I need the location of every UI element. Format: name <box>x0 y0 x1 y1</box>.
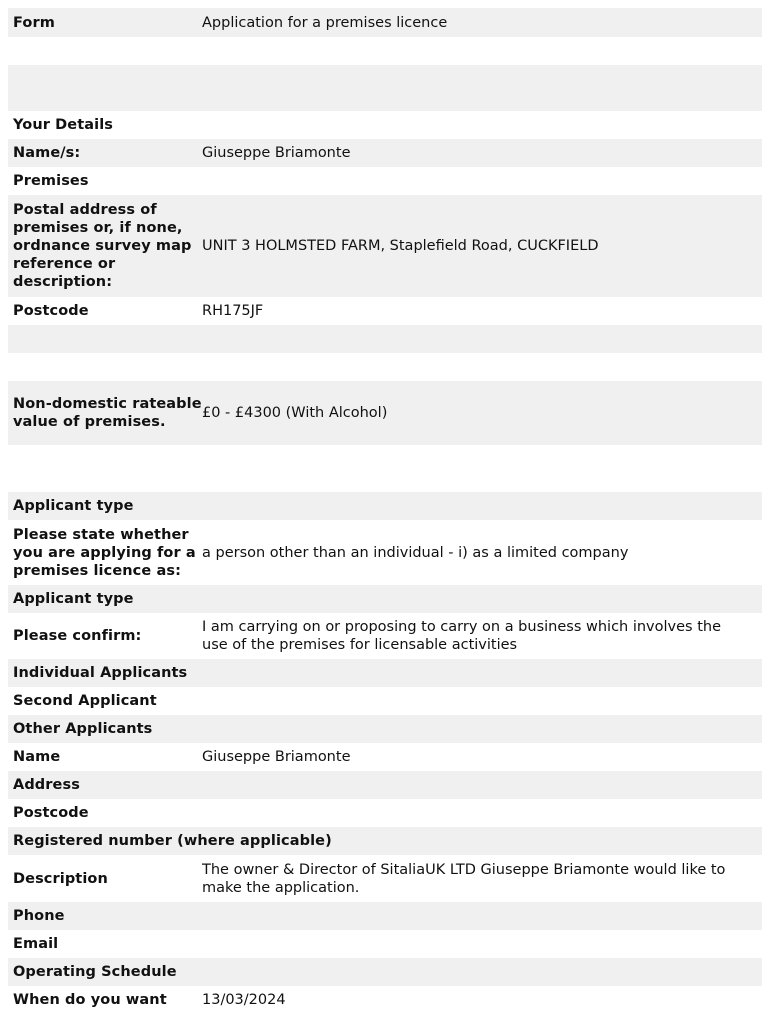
row-second-applicant <box>8 687 762 715</box>
section-heading: Second Applicant <box>13 693 157 709</box>
row-applying-as <box>8 520 762 585</box>
field-label: Address <box>13 777 80 793</box>
field-value: 13/03/2024 <box>202 992 286 1008</box>
row-individual-applicants <box>8 659 762 687</box>
row-rateable-value <box>8 381 762 445</box>
section-heading: Operating Schedule <box>13 964 177 980</box>
row-premises <box>8 167 762 195</box>
row-applicant-type <box>8 492 762 520</box>
section-heading: Applicant type <box>13 498 134 514</box>
field-label: Postcode <box>13 805 89 821</box>
row-description <box>8 855 762 902</box>
row-address <box>8 771 762 799</box>
section-heading: Other Applicants <box>13 721 153 737</box>
row-blank <box>8 445 762 492</box>
section-heading: Individual Applicants <box>13 665 188 681</box>
row-email <box>8 930 762 958</box>
field-label: Form <box>13 14 55 31</box>
field-label: Please confirm: <box>13 628 142 644</box>
row-form <box>8 8 762 37</box>
field-label: Postal address of premises or, if none, ordnance survey map reference or description: <box>13 202 192 290</box>
field-label: Please state whether you are applying for a premises licence as: <box>13 526 196 579</box>
field-value: Giuseppe Briamonte <box>202 145 351 161</box>
field-value: The owner & Director of SitaliaUK LTD Giuseppe Briamonte would like to make the application. <box>202 861 726 896</box>
row-applicant-type <box>8 585 762 613</box>
field-label: Non-domestic rateable value of premises. <box>13 396 202 430</box>
field-value: RH175JF <box>202 303 264 319</box>
field-label: Description <box>13 870 108 887</box>
row-registered-number <box>8 827 762 855</box>
row-blank <box>8 325 762 353</box>
section-heading: Your Details <box>13 117 114 133</box>
field-value: Giuseppe Briamonte <box>202 749 351 765</box>
row-blank <box>8 37 762 65</box>
field-value: a person other than an individual - i) as a limited company <box>202 544 629 561</box>
row-your-details <box>8 111 762 139</box>
row-names <box>8 139 762 167</box>
row-blank <box>8 65 762 111</box>
field-label: Name <box>13 749 61 765</box>
field-label: Email <box>13 936 59 952</box>
row-phone <box>8 902 762 930</box>
row-postcode <box>8 799 762 827</box>
field-label: Postcode <box>13 303 89 319</box>
section-heading: Premises <box>13 173 89 189</box>
field-label: When do you want <box>13 992 167 1008</box>
field-value: Application for a premises licence <box>202 14 448 31</box>
field-label: Registered number (where applicable) <box>13 833 332 849</box>
field-value: I am carrying on or proposing to carry on a business which involves the use of the premises for licensable activities <box>202 619 721 653</box>
section-heading: Applicant type <box>13 591 134 607</box>
field-label: Name/s: <box>13 145 81 161</box>
row-please-confirm <box>8 613 762 659</box>
field-value: £0 - £4300 (With Alcohol) <box>202 405 388 421</box>
row-blank <box>8 353 762 381</box>
row-other-applicants <box>8 715 762 743</box>
row-postcode <box>8 297 762 325</box>
row-operating-schedule <box>8 958 762 986</box>
row-when-do-you-want <box>8 986 762 1014</box>
row-name <box>8 743 762 771</box>
field-value: UNIT 3 HOLMSTED FARM, Staplefield Road, CUCKFIELD <box>202 238 599 254</box>
row-postal-address <box>8 195 762 297</box>
form-details-table <box>8 8 762 1014</box>
field-label: Phone <box>13 908 65 924</box>
